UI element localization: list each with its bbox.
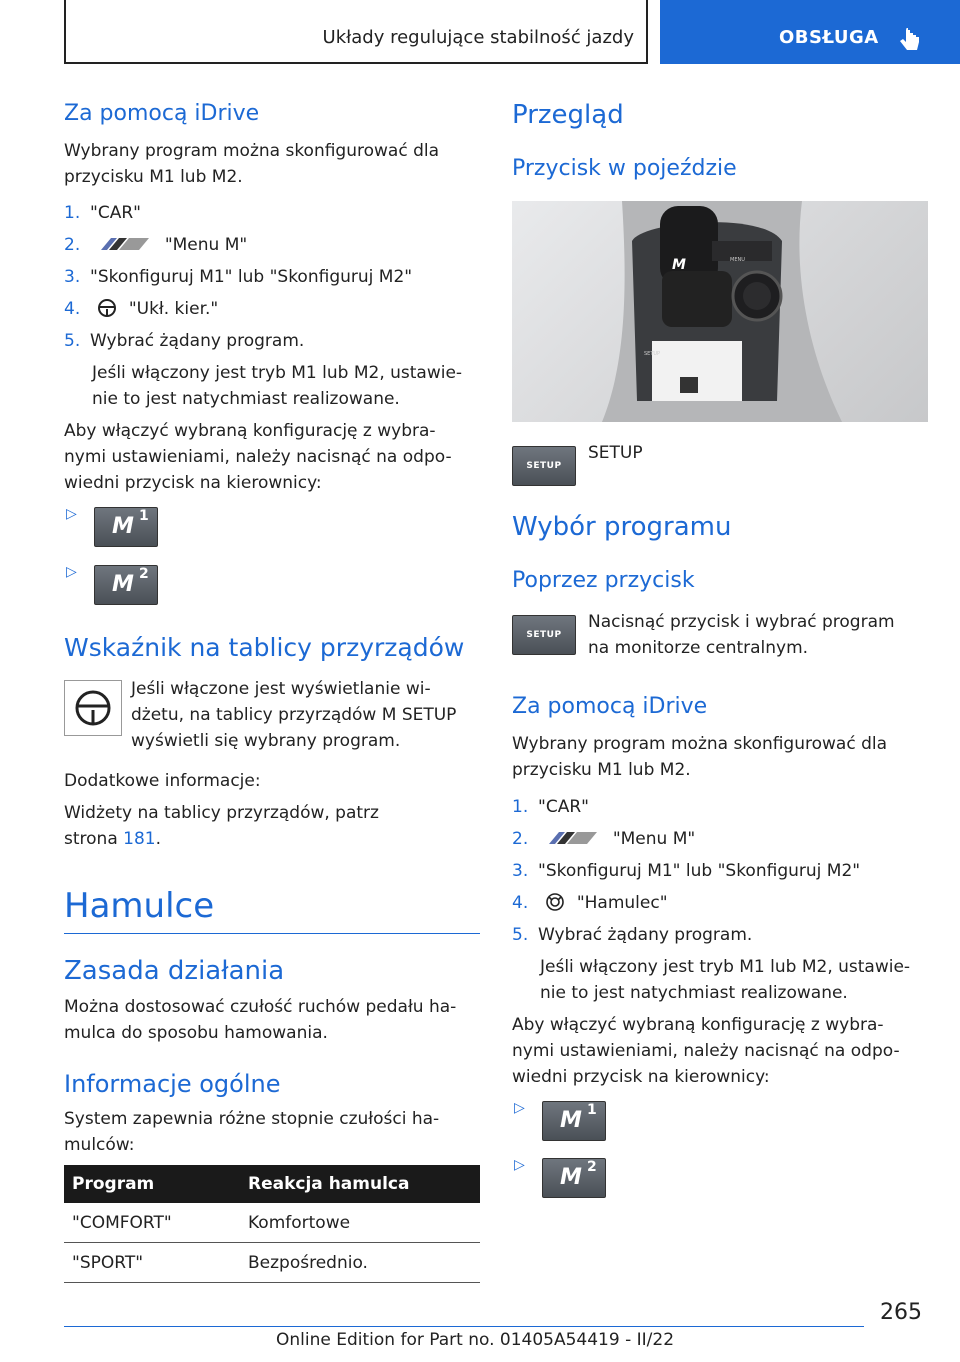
via-button-text: Nacisnąć przycisk i wybrać program na monitorze centralnym.	[588, 612, 895, 658]
principle-heading: Zasada działania	[64, 956, 285, 986]
indicator-heading: Wskaźnik na tablicy przyrządów	[64, 633, 465, 662]
principle-text: Można dostosować czułość ruchów pedału ha- mulca do sposobu hamowania.	[64, 997, 457, 1043]
right-accept-text: Aby włączyć wybraną konfigurację z wybra- nymi ustawieniami, należy nacisnąć na odpo- wiedni przycisk na kierownicy:	[512, 1015, 900, 1087]
general-heading: Informacje ogólne	[64, 1070, 281, 1098]
table-cell: "SPORT"	[64, 1243, 240, 1283]
m-logo-text: M	[672, 257, 686, 273]
pointing-hand-icon	[898, 28, 922, 56]
menu-label-text: MENU	[730, 257, 745, 263]
left-step-5: 5. Wybrać żądany program.	[64, 331, 305, 351]
setup-label: SETUP	[588, 443, 643, 463]
bullet-triangle: ▷	[66, 564, 77, 580]
table-header: Program	[64, 1165, 240, 1203]
steering-m1-button: M 1	[542, 1101, 606, 1141]
page-number: 265	[880, 1300, 922, 1325]
left-idrive-intro: Wybrany program można skonfigurować dla przycisku M1 lub M2.	[64, 141, 440, 187]
divider	[64, 933, 480, 934]
table-row	[64, 1243, 480, 1283]
bullet-triangle: ▷	[514, 1100, 525, 1116]
overview-heading: Przegląd	[512, 100, 624, 130]
steering-wheel-display-icon	[64, 680, 122, 736]
steering-m2-button: M 2	[94, 565, 158, 605]
drive-button-heading: Przycisk w pojeździe	[512, 156, 737, 181]
brake-program-table	[64, 1165, 480, 1283]
footer-divider	[64, 1326, 864, 1327]
center-console-photo	[512, 201, 928, 422]
left-step-4: 4. "Ukł. kier."	[64, 299, 219, 319]
setup-button-image: SETUP	[512, 446, 576, 486]
right-idrive-heading: Za pomocą iDrive	[512, 694, 708, 719]
m-stripes-icon	[97, 236, 153, 252]
page-link[interactable]: 181	[123, 829, 156, 849]
left-idrive-heading: Za pomocą iDrive	[64, 101, 260, 126]
extra-info-label: Dodatkowe informacje:	[64, 771, 261, 791]
steering-m1-button: M 1	[94, 507, 158, 547]
steering-m2-button: M 2	[542, 1158, 606, 1198]
console-illustration	[512, 201, 928, 422]
m-stripes-icon	[545, 830, 601, 846]
left-step5-note: Jeśli włączony jest tryb M1 lub M2, ustawie- nie to jest natychmiast realizowane.	[92, 363, 463, 409]
table-header: Reakcja hamulca	[240, 1165, 480, 1203]
select-heading: Wybór programu	[512, 512, 732, 542]
right-step-2: 2. "Menu M"	[512, 829, 696, 849]
right-step5-note: Jeśli włączony jest tryb M1 lub M2, ustawie- nie to jest natychmiast realizowane.	[540, 957, 911, 1003]
setup-label-text: SETUP	[644, 351, 661, 357]
bullet-triangle: ▷	[66, 506, 77, 522]
table-cell: Bezpośrednio.	[240, 1243, 480, 1283]
general-text: System zapewnia różne stopnie czułości ha- mulców:	[64, 1109, 440, 1155]
extra-info-text: Widżety na tablicy przyrządów, patrz strona 181.	[64, 803, 379, 849]
bullet-triangle: ▷	[514, 1157, 525, 1173]
footer-edition: Online Edition for Part no. 01405A54419 - II/22	[276, 1330, 675, 1350]
left-step-2: 2. "Menu M"	[64, 235, 248, 255]
brakes-title: Hamulce	[64, 886, 215, 926]
indicator-text: Jeśli włączone jest wyświetlanie wi- dżetu, na tablicy przyrządów M SETUP wyświetli się wybrany program.	[131, 679, 457, 751]
right-idrive-intro: Wybrany program można skonfigurować dla przycisku M1 lub M2.	[512, 734, 888, 780]
steering-wheel-icon	[97, 298, 117, 318]
header-tab-label: OBSŁUGA	[779, 27, 879, 48]
brake-disc-icon	[545, 892, 565, 912]
table-cell: "COMFORT"	[64, 1203, 240, 1243]
right-step-3: 3. "Skonfiguruj M1" lub "Skonfiguruj M2"	[512, 861, 861, 881]
setup-button-image: SETUP	[512, 615, 576, 655]
left-step-1: 1. "CAR"	[64, 203, 141, 223]
header-section-title: Układy regulujące stabilność jazdy	[322, 27, 634, 48]
table-row	[64, 1203, 480, 1243]
left-accept-text: Aby włączyć wybraną konfigurację z wybra- nymi ustawieniami, należy nacisnąć na odpo- wiedni przycisk na kierownicy:	[64, 421, 452, 493]
table-cell: Komfortowe	[240, 1203, 480, 1243]
right-step-5: 5. Wybrać żądany program.	[512, 925, 753, 945]
via-button-heading: Poprzez przycisk	[512, 568, 695, 593]
left-step-3: 3. "Skonfiguruj M1" lub "Skonfiguruj M2"	[64, 267, 413, 287]
right-step-1: 1. "CAR"	[512, 797, 589, 817]
table-header-row	[64, 1165, 480, 1203]
right-step-4: 4. "Hamulec"	[512, 893, 668, 913]
